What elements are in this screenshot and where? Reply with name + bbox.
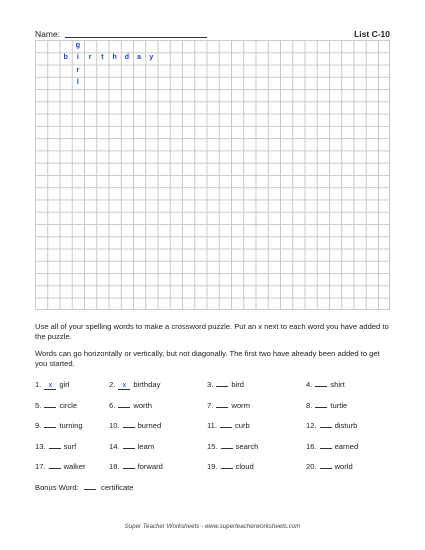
list-id: List C-10 xyxy=(354,29,390,39)
grid-letter: h xyxy=(112,54,117,62)
word-item xyxy=(306,462,353,471)
word-text: world xyxy=(334,462,353,471)
word-checkbox-blank xyxy=(320,448,332,449)
word-text: worm xyxy=(231,400,250,410)
word-checkbox-blank xyxy=(123,468,135,469)
word-checkbox-blank xyxy=(315,407,327,408)
word-checkbox-blank xyxy=(118,407,130,408)
name-line xyxy=(65,37,207,38)
bonus-label: Bonus Word: xyxy=(35,483,79,492)
word-item xyxy=(207,442,258,451)
word-text: cloud xyxy=(235,462,254,471)
word-checkbox-blank xyxy=(221,468,233,469)
word-item xyxy=(35,421,83,430)
word-text: forward xyxy=(137,462,163,471)
grid-letter: g xyxy=(75,42,81,49)
crossword-grid xyxy=(35,40,390,310)
word-text: walker xyxy=(63,462,86,471)
word-checkbox-blank: x xyxy=(44,381,56,390)
word-text: circle xyxy=(59,400,78,410)
word-number: 18. xyxy=(109,462,120,471)
grid-letter: b xyxy=(63,54,68,62)
word-text: disturb xyxy=(334,421,358,430)
word-checkbox-blank xyxy=(315,386,327,387)
word-checkbox-blank xyxy=(49,468,61,469)
word-number: 8. xyxy=(306,400,313,410)
name-label: Name: xyxy=(35,29,61,39)
word-checkbox-blank xyxy=(221,448,233,449)
word-checkbox-blank xyxy=(216,386,228,387)
word-checkbox-blank xyxy=(123,427,135,428)
word-item xyxy=(306,380,345,389)
word-number: 3. xyxy=(207,380,214,389)
word-number: 6. xyxy=(109,400,116,410)
word-text: turtle xyxy=(330,400,348,410)
word-number: 16. xyxy=(306,441,317,451)
word-item xyxy=(109,421,161,430)
word-item xyxy=(35,380,69,390)
word-text: earned xyxy=(334,441,359,451)
word-checkbox-blank xyxy=(44,427,56,428)
word-item xyxy=(207,401,250,410)
word-number: 17. xyxy=(35,462,46,471)
grid-letter: d xyxy=(124,54,130,62)
word-item xyxy=(35,462,86,471)
grid-letter: l xyxy=(76,78,79,86)
word-number: 11. xyxy=(207,421,217,430)
word-text: shirt xyxy=(330,380,345,389)
word-checkbox-blank xyxy=(123,448,135,449)
word-text: curb xyxy=(235,421,250,430)
word-text: burned xyxy=(137,421,162,430)
word-checkbox-blank xyxy=(44,407,56,408)
word-number: 19. xyxy=(207,462,218,471)
word-item xyxy=(207,421,250,430)
word-number: 13. xyxy=(35,441,46,451)
word-item xyxy=(306,401,347,410)
word-number: 12. xyxy=(306,421,317,430)
word-text: search xyxy=(235,441,259,451)
grid-letter: i xyxy=(76,54,79,62)
footer: Super Teacher Worksheets - www.superteacherworksheets.com xyxy=(124,523,301,530)
word-number: 9. xyxy=(35,421,42,430)
word-checkbox-blank: x xyxy=(118,381,130,390)
word-number: 20. xyxy=(306,462,317,471)
word-item xyxy=(109,401,152,410)
word-item xyxy=(207,380,244,389)
word-number: 14. xyxy=(109,441,120,451)
grid-letter: y xyxy=(149,54,154,62)
bonus-blank xyxy=(84,489,96,490)
word-item xyxy=(109,380,160,390)
word-text: girl xyxy=(59,380,70,389)
word-text: learn xyxy=(137,441,155,451)
word-number: 7. xyxy=(207,400,214,410)
grid-letter: r xyxy=(88,54,92,62)
word-number: 1. xyxy=(35,380,42,389)
word-checkbox-blank xyxy=(49,448,61,449)
spelling-word-list xyxy=(35,380,395,480)
instructions xyxy=(35,322,390,375)
word-number: 5. xyxy=(35,400,42,410)
word-item xyxy=(306,442,358,451)
word-item xyxy=(35,401,77,410)
word-text: surf xyxy=(63,441,77,451)
grid-letter: a xyxy=(137,54,142,62)
word-item xyxy=(306,421,357,430)
bonus-word-text: certificate xyxy=(101,483,134,492)
word-text: worth xyxy=(133,400,152,410)
word-item xyxy=(109,462,163,471)
word-text: turning xyxy=(59,421,83,430)
word-checkbox-blank xyxy=(220,427,232,428)
instructions-paragraph-2: Words can go horizontally or vertically, but not diagonally. The first two have already been added to get you started. xyxy=(35,348,380,368)
word-text: bird xyxy=(231,380,245,389)
word-number: 2. xyxy=(109,380,116,389)
word-number: 15. xyxy=(207,441,218,451)
bonus-word xyxy=(35,483,134,492)
word-number: 10. xyxy=(109,421,120,430)
word-text: birthday xyxy=(133,380,161,389)
instructions-paragraph-1: Use all of your spelling words to make a crossword puzzle. Put an x next to each word you have added to the puzzle. xyxy=(35,322,389,342)
word-checkbox-blank xyxy=(320,427,332,428)
word-item xyxy=(109,442,154,451)
word-item xyxy=(207,462,254,471)
word-checkbox-blank xyxy=(320,468,332,469)
word-checkbox-blank xyxy=(216,407,228,408)
word-item xyxy=(35,442,76,451)
word-number: 4. xyxy=(306,380,313,389)
grid-letter: r xyxy=(76,66,80,74)
grid-letter: t xyxy=(101,54,104,62)
